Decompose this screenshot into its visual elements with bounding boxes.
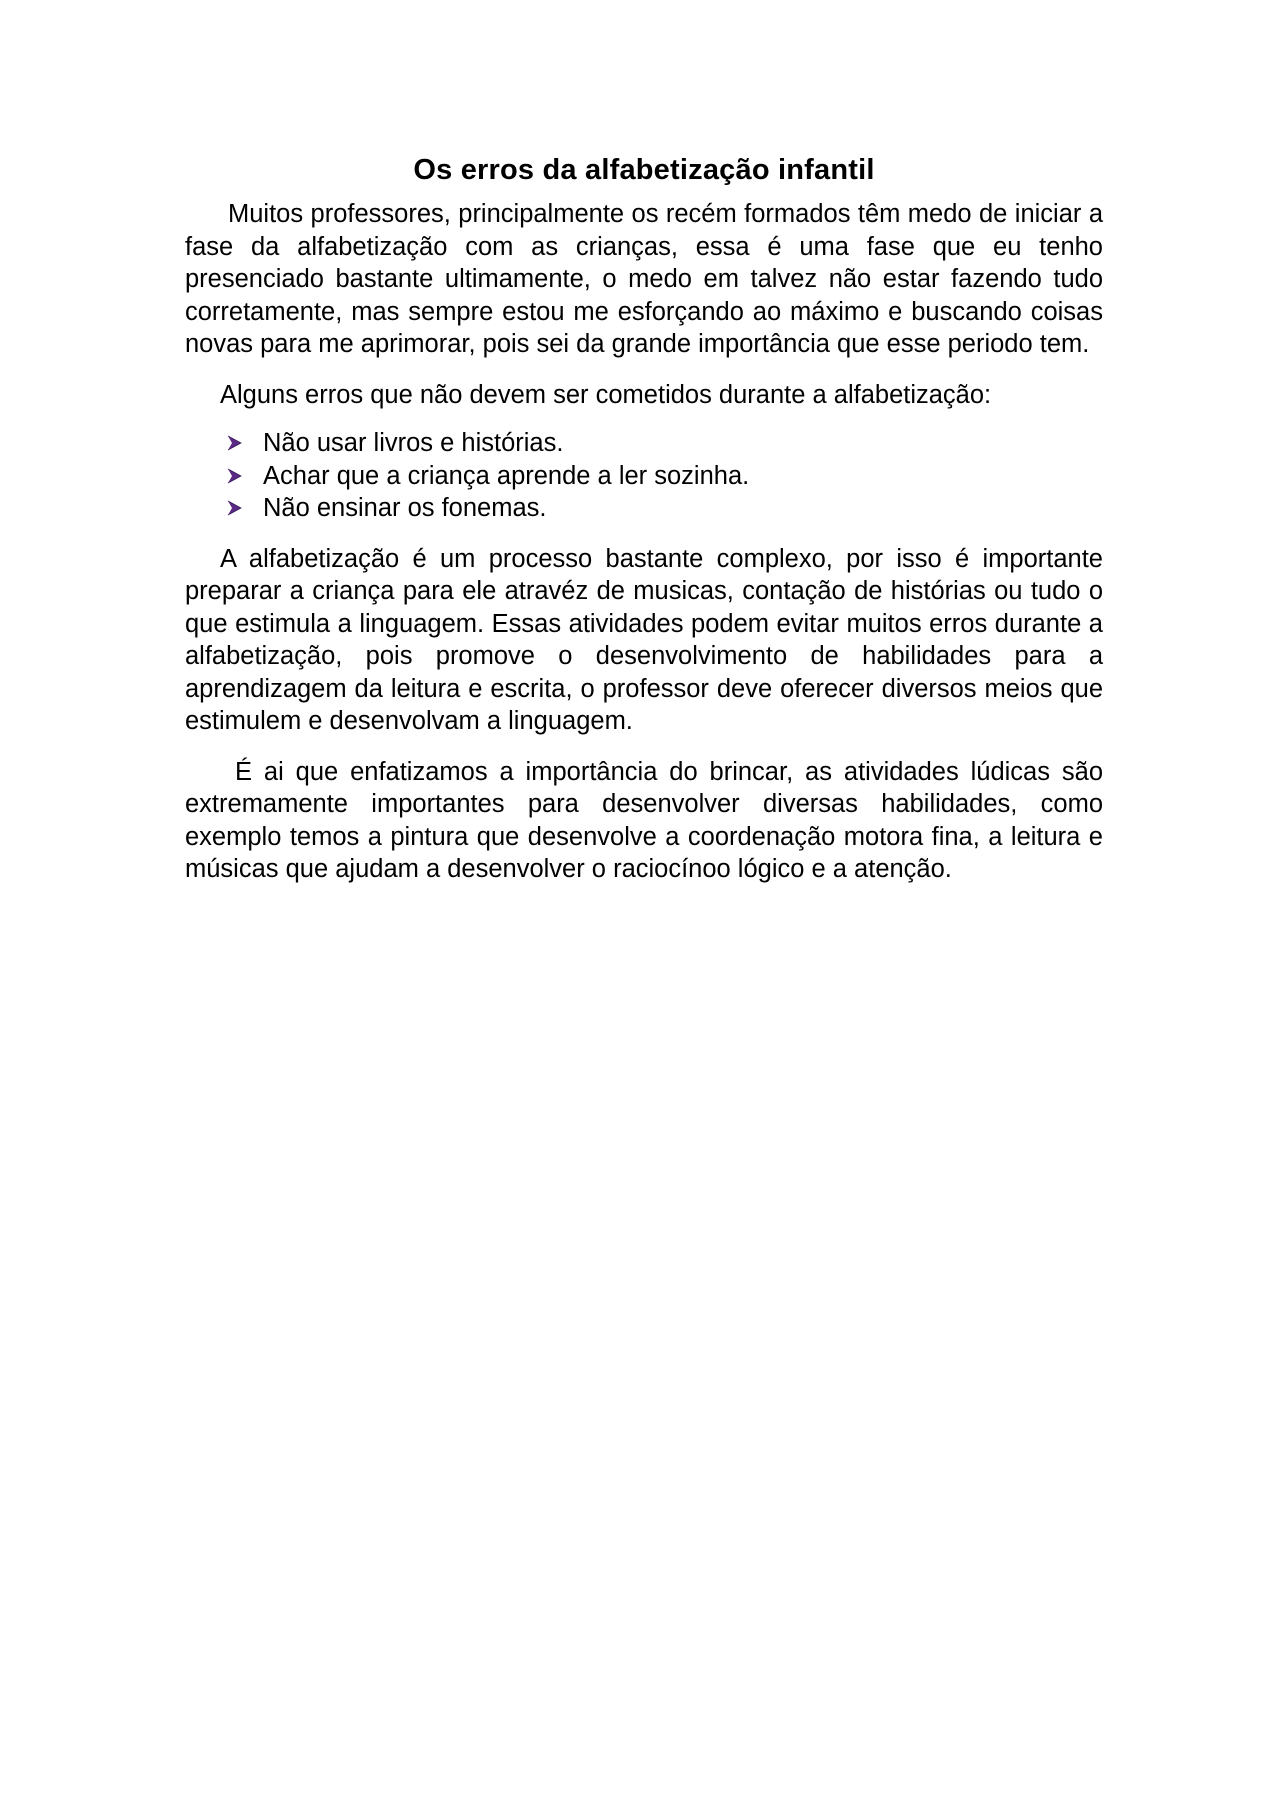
paragraph-play: É ai que enfatizamos a importância do brincar, as atividades lúdicas são extremamente importantes para desenvolver diversas habilidades, como exemplo temos a pintura que desenvolve a coordenação motora fina, a leitura e músicas que ajudam a desenvolver o raciocínoo lógico e a atenção.: [185, 757, 1103, 883]
list-item-text: Não usar livros e histórias.: [263, 429, 564, 457]
paragraph-intro: Muitos professores, principalmente os recém formados têm medo de iniciar a fase da alfabetização com as crianças, essa é uma fase que eu tenho presenciado bastante ultimamente, o medo em talvez não estar fazendo tudo corretamente, mas sempre estou me esforçando ao máximo e buscando coisas novas para me aprimorar, pois sei da grande importância que esse periodo tem.: [185, 200, 1103, 358]
list-intro: Alguns erros que não devem ser cometidos durante a alfabetização:: [220, 380, 992, 409]
list-item: [185, 460, 1103, 493]
list-item: [185, 427, 1103, 460]
list-item: [185, 492, 1103, 525]
arrowhead-bullet-icon: [227, 435, 242, 451]
arrowhead-bullet-icon: [227, 468, 242, 484]
arrowhead-bullet-icon: [227, 500, 242, 516]
list-item-text: Não ensinar os fonemas.: [263, 494, 547, 522]
document-body: [185, 150, 1103, 904]
errors-list: [185, 427, 1103, 525]
list-item-text: Achar que a criança aprende a ler sozinha.: [263, 461, 750, 490]
paragraph-process: A alfabetização é um processo bastante complexo, por isso é importante preparar a criança para ele atravéz de musicas, contação de histórias ou tudo o que estimula a linguagem. Essas atividades podem evitar muitos erros durante a alfabetização, pois promove o desenvolvimento de habilidades para a aprendizagem da leitura e escrita, o professor deve oferecer diversos meios que estimulem e desenvolvam a linguagem.: [185, 544, 1103, 735]
document-title: Os erros da alfabetização infantil: [413, 154, 875, 186]
